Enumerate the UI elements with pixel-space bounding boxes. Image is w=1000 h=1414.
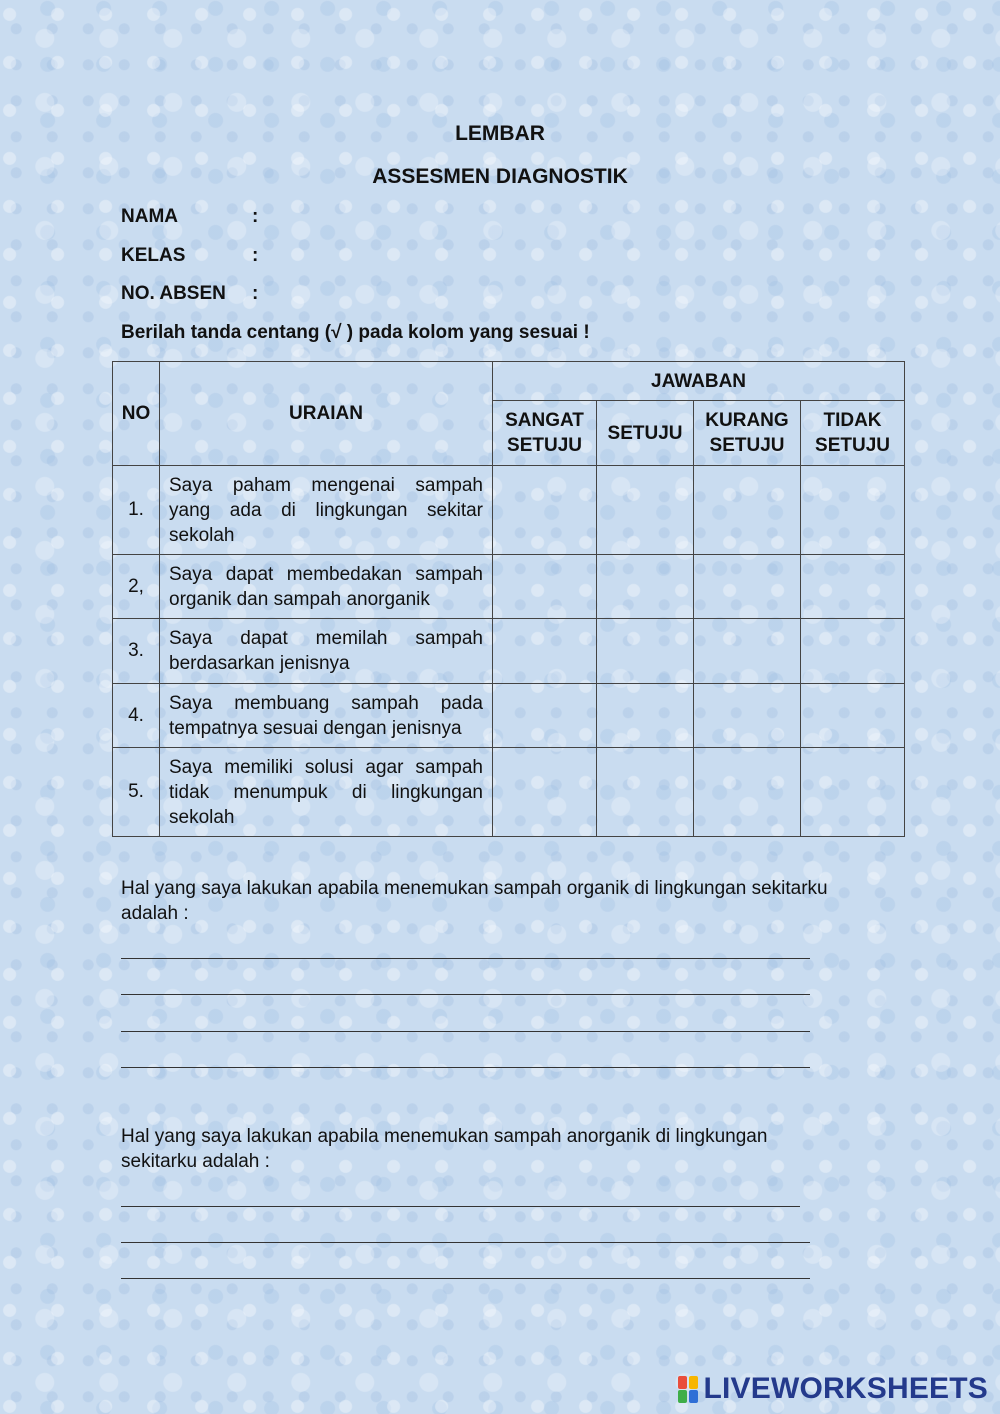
- field-label: KELAS: [121, 245, 186, 266]
- answer-line-anorganik-2[interactable]: [121, 1242, 810, 1243]
- row-uraian: Saya membuang sampah pada tempatnya sesuai dengan jenisnya: [160, 684, 493, 748]
- answer-cell-sangat-setuju[interactable]: [493, 555, 597, 619]
- title-assesmen: ASSESMEN DIAGNOSTIK: [372, 165, 628, 188]
- table-row: [113, 555, 905, 619]
- row-no: 5.: [113, 748, 160, 837]
- field-nama: [121, 206, 259, 228]
- row-no: 1.: [113, 466, 160, 555]
- assessment-table: [112, 361, 905, 837]
- field-no-absen: [121, 283, 259, 305]
- row-uraian: Saya memiliki solusi agar sampah tidak menumpuk di lingkungan sekolah: [160, 748, 493, 837]
- question-organik: Hal yang saya lakukan apabila menemukan sampah organik di lingkungan sekitarku adalah :: [121, 878, 828, 924]
- answer-cell-kurang-setuju[interactable]: [694, 619, 801, 684]
- answer-line-anorganik-3[interactable]: [121, 1278, 810, 1279]
- instruction: Berilah tanda centang (√ ) pada kolom yang sesuai !: [121, 322, 590, 343]
- field-label: NO. ABSEN: [121, 283, 226, 304]
- row-no: 2,: [113, 555, 160, 619]
- answer-cell-setuju[interactable]: [597, 748, 694, 837]
- answer-cell-setuju[interactable]: [597, 466, 694, 555]
- answer-cell-sangat-setuju[interactable]: [493, 619, 597, 684]
- header-setuju: SETUJU: [597, 401, 694, 466]
- answer-line-anorganik-1[interactable]: [121, 1206, 800, 1207]
- field-colon: :: [252, 283, 259, 304]
- row-no: 3.: [113, 619, 160, 684]
- header-kurang-setuju: KURANG SETUJU: [694, 401, 801, 466]
- row-no: 4.: [113, 684, 160, 748]
- answer-cell-tidak-setuju[interactable]: [801, 555, 905, 619]
- liveworksheets-logo[interactable]: [678, 1372, 989, 1406]
- answer-line-organik-1[interactable]: [121, 958, 810, 959]
- table-row: [113, 466, 905, 555]
- answer-cell-setuju[interactable]: [597, 555, 694, 619]
- answer-line-organik-3[interactable]: [121, 1031, 810, 1032]
- table-row: [113, 619, 905, 684]
- answer-cell-sangat-setuju[interactable]: [493, 748, 597, 837]
- answer-cell-setuju[interactable]: [597, 684, 694, 748]
- table-row: [113, 748, 905, 837]
- answer-cell-kurang-setuju[interactable]: [694, 748, 801, 837]
- field-colon: :: [252, 206, 259, 227]
- header-uraian: URAIAN: [160, 362, 493, 466]
- answer-cell-kurang-setuju[interactable]: [694, 684, 801, 748]
- header-tidak-setuju: TIDAK SETUJU: [801, 401, 905, 466]
- answer-line-organik-2[interactable]: [121, 994, 810, 995]
- header-jawaban: JAWABAN: [493, 362, 905, 401]
- field-label: NAMA: [121, 206, 178, 227]
- row-uraian: Saya dapat memilah sampah berdasarkan jenisnya: [160, 619, 493, 684]
- answer-cell-sangat-setuju[interactable]: [493, 684, 597, 748]
- header-no: NO: [113, 362, 160, 466]
- table-row: [113, 684, 905, 748]
- header-sangat-setuju: SANGAT SETUJU: [493, 401, 597, 466]
- answer-cell-tidak-setuju[interactable]: [801, 684, 905, 748]
- answer-cell-tidak-setuju[interactable]: [801, 619, 905, 684]
- answer-cell-setuju[interactable]: [597, 619, 694, 684]
- answer-cell-kurang-setuju[interactable]: [694, 555, 801, 619]
- title-lembar: LEMBAR: [455, 122, 545, 145]
- answer-cell-tidak-setuju[interactable]: [801, 466, 905, 555]
- row-uraian: Saya dapat membedakan sampah organik dan sampah anorganik: [160, 555, 493, 619]
- row-uraian: Saya paham mengenai sampah yang ada di lingkungan sekitar sekolah: [160, 466, 493, 555]
- question-anorganik: Hal yang saya lakukan apabila menemukan sampah anorganik di lingkungan sekitarku adalah :: [121, 1126, 768, 1172]
- liveworksheets-icon: [678, 1374, 700, 1404]
- field-kelas: [121, 245, 259, 267]
- brand-name: LIVEWORKSHEETS: [703, 1372, 988, 1405]
- answer-cell-tidak-setuju[interactable]: [801, 748, 905, 837]
- answer-cell-kurang-setuju[interactable]: [694, 466, 801, 555]
- answer-line-organik-4[interactable]: [121, 1067, 810, 1068]
- field-colon: :: [252, 245, 259, 266]
- answer-cell-sangat-setuju[interactable]: [493, 466, 597, 555]
